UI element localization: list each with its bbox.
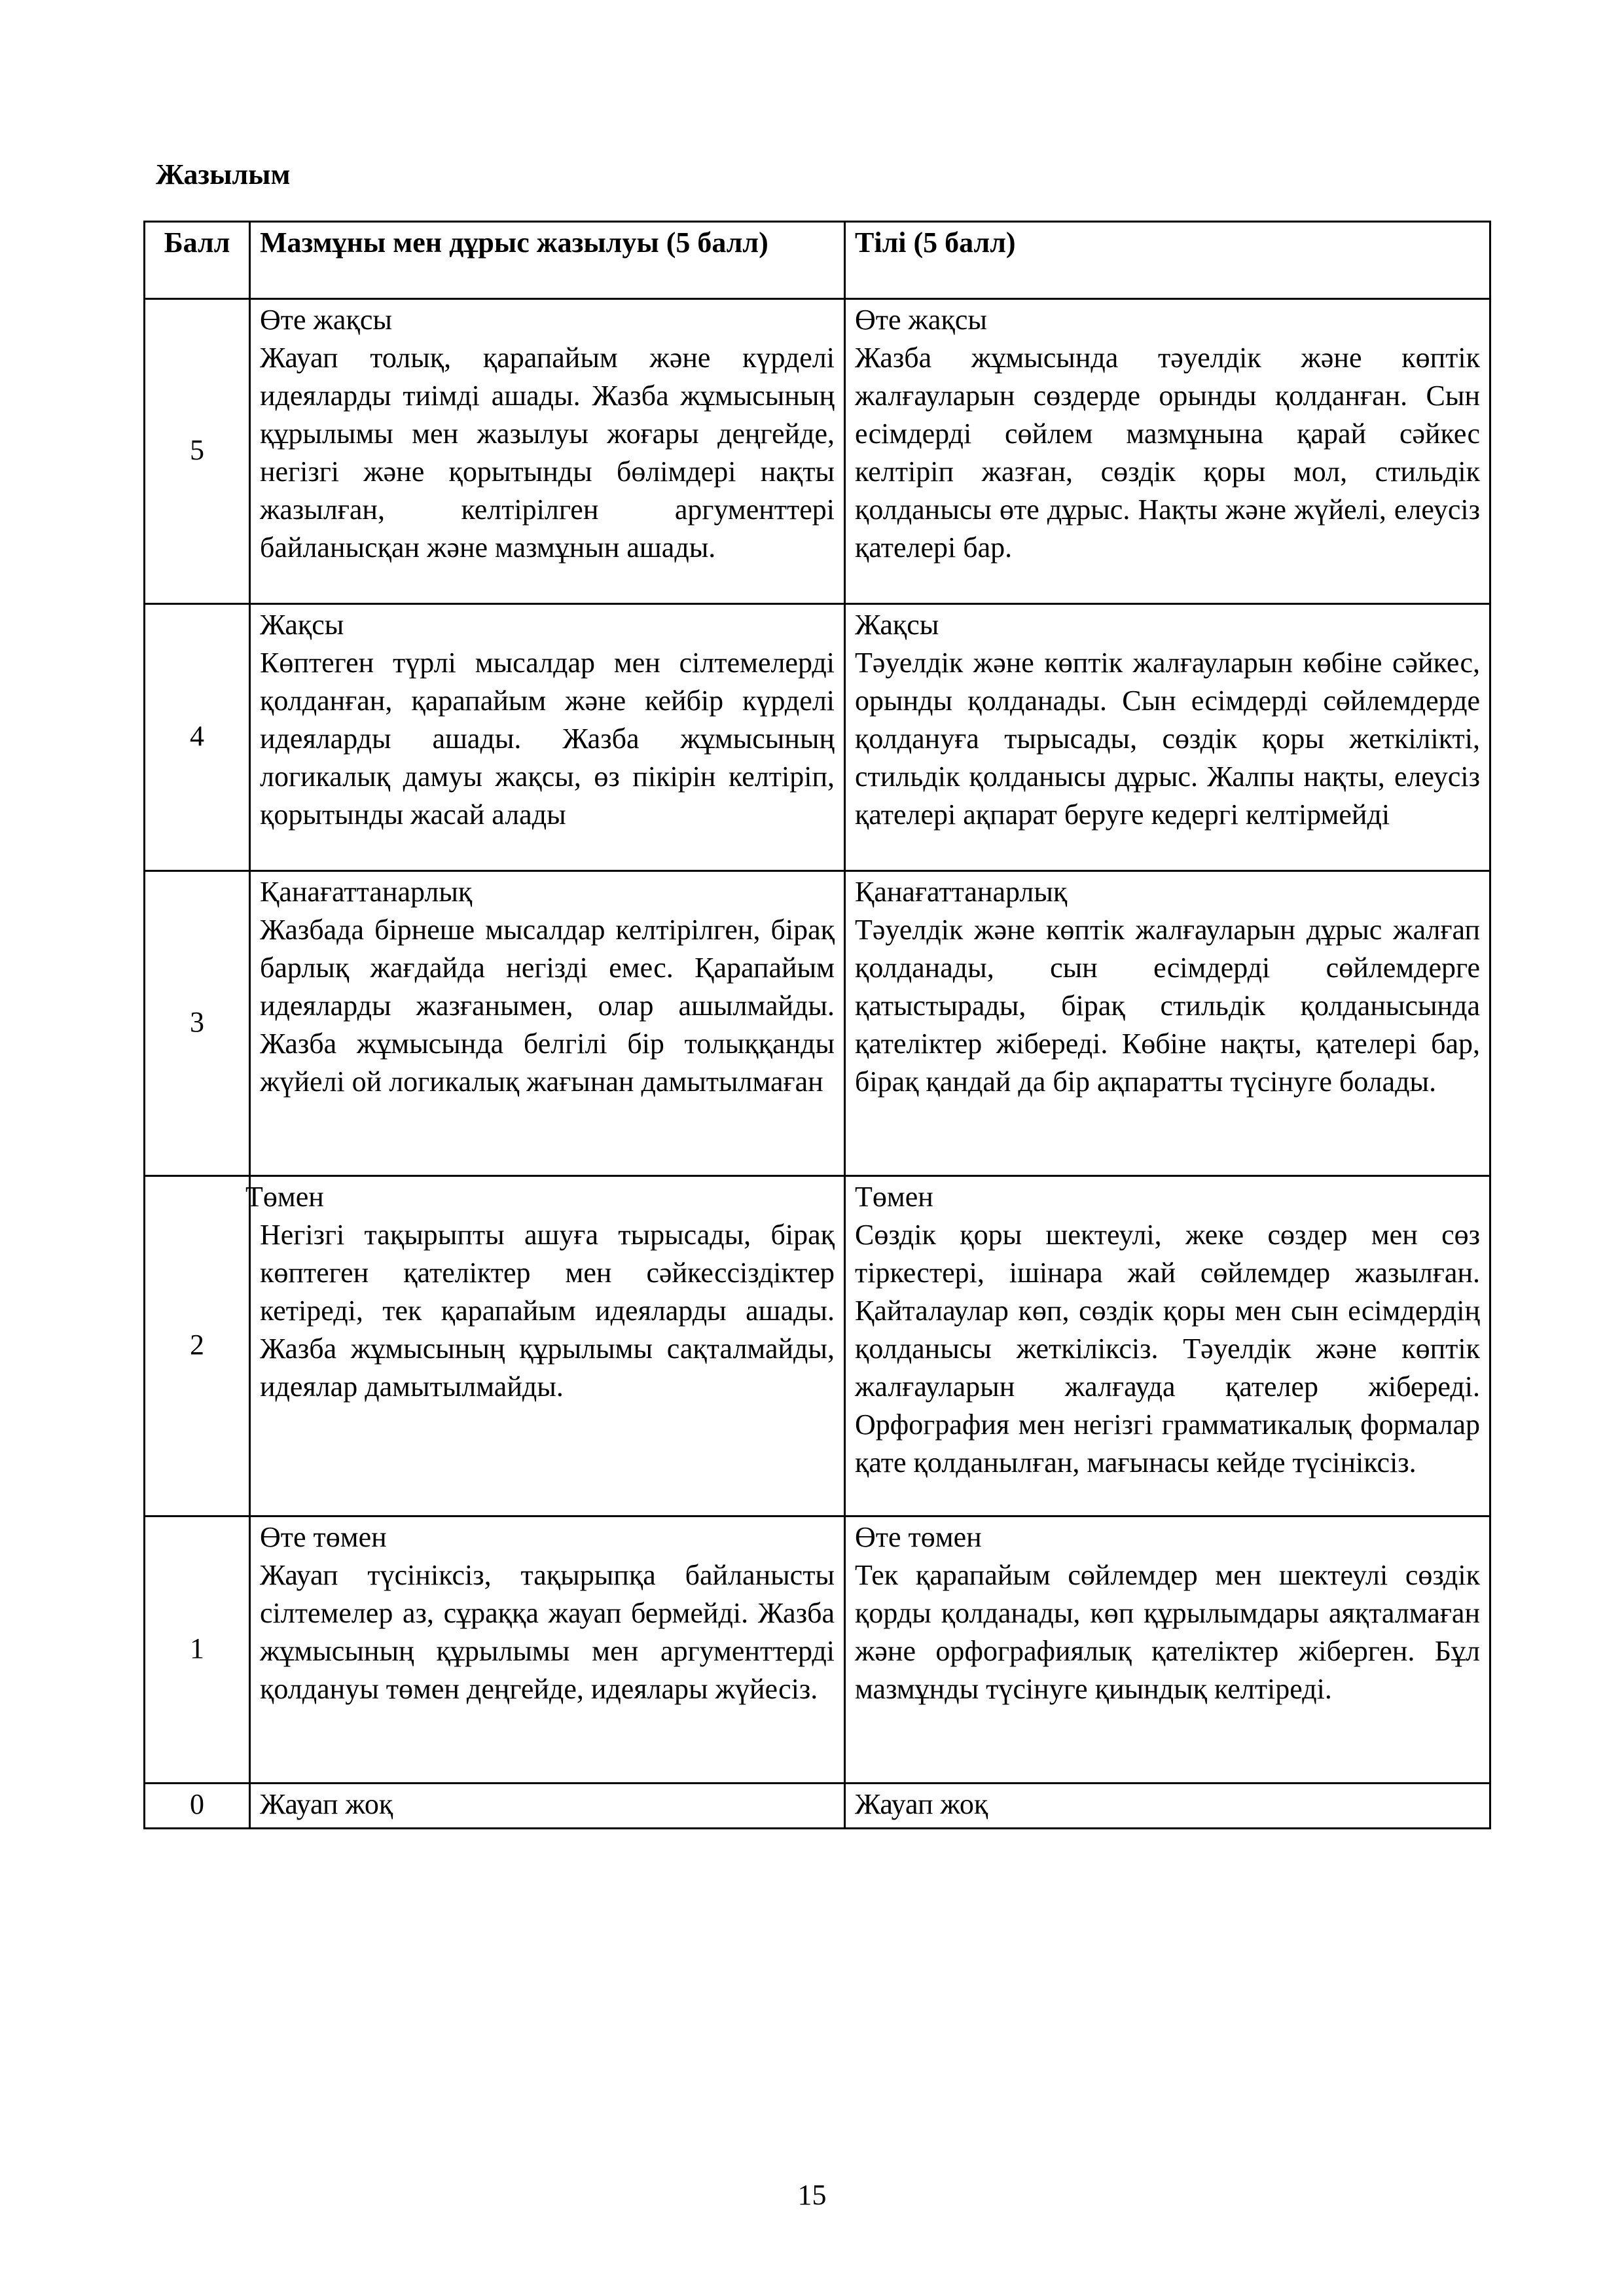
language-level: Өте төмен [855, 1521, 982, 1553]
header-score: Балл [145, 222, 250, 299]
language-description: Жазба жұмысында тәуелдік және көптік жалғауларын сөздерде орынды қолданған. Сын есімдерді сөйлем мазмұнына қарай сәйкес келтіріп жазған, сөздік қоры мол, стильдік қолданысы өте дұрыс. Нақты және жүйелі, елеусіз қателері бар. [855, 342, 1480, 564]
language-level: Жауап жоқ [855, 1788, 988, 1820]
table-header-row [145, 222, 1490, 299]
content-level: Қанағаттанарлық [260, 876, 473, 908]
language-cell [845, 1516, 1490, 1784]
content-description: Негізгі тақырыпты ашуға тырысады, бірақ көптеген қателіктер мен сәйкессіздіктер кетіреді, тек қарапайым идеяларды ашады. Жазба жұмысының құрылымы сақталмайды, идеялар дамытылмайды. [260, 1219, 835, 1403]
content-level: Жақсы [260, 609, 344, 641]
content-cell [250, 1784, 845, 1829]
score-cell: 1 [145, 1516, 250, 1784]
content-level: Өте төмен [260, 1521, 387, 1553]
content-description: Көптеген түрлі мысалдар мен сілтемелерді қолданған, қарапайым және кейбір күрделі идеяларды ашады. Жазба жұмысының логикалық дамуы жақсы, өз пікірін келтіріп, қорытынды жасай алады [260, 647, 835, 831]
table-row [145, 1176, 1490, 1516]
content-cell [250, 1516, 845, 1784]
content-description: Жауап толық, қарапайым және күрделі идеяларды тиімді ашады. Жазба жұмысының құрылымы мен жазылуы жоғары деңгейде, негізгі және қорытынды бөлімдері нақты жазылған, келтірілген аргументтері байланысқан және мазмұнын ашады. [260, 342, 835, 564]
table-row [145, 299, 1490, 604]
table-row [145, 1516, 1490, 1784]
language-cell [845, 604, 1490, 871]
language-level: Төмен [855, 1181, 933, 1213]
header-content [250, 222, 845, 299]
content-description: Жазбада бірнеше мысалдар келтірілген, бірақ барлық жағдайда негізді емес. Қарапайым идеяларды жазғанымен, олар ашылмайды. Жазба жұмысында белгілі бір толыққанды жүйелі ой логикалық жағынан дамытылмаған [260, 914, 835, 1098]
language-cell [845, 1784, 1490, 1829]
content-cell [250, 604, 845, 871]
content-level: Төмен [245, 1181, 324, 1213]
content-description: Жауап түсініксіз, тақырыпқа байланысты сілтемелер аз, сұраққа жауап бермейді. Жазба жұмысының құрылымы мен аргументтерді қолдануы төмен деңгейде, идеялары жүйесіз. [260, 1559, 835, 1705]
language-description: Тәуелдік және көптік жалғауларын көбіне сәйкес, орынды қолданады. Сын есімдерді сөйлемдерде қолдануға тырысады, сөздік қоры жеткілікті, стильдік қолданысы дұрыс. Жалпы нақты, елеусіз қателері ақпарат беруге кедергі келтірмейді [855, 647, 1480, 831]
score-cell: 5 [145, 299, 250, 604]
table-row [145, 1784, 1490, 1829]
content-level: Жауап жоқ [260, 1788, 393, 1820]
content-cell [250, 299, 845, 604]
language-description: Сөздік қоры шектеулі, жеке сөздер мен сөз тіркестері, ішінара жай сөйлемдер жазылған. Қайталаулар көп, сөздік қоры мен сын есімдердің қолданысы жеткіліксіз. Тәуелдік және көптік жалғауларын жалғауда қателер жібереді. Орфография мен негізгі грамматикалық формалар қате қолданылған, мағынасы кейде түсініксіз. [855, 1219, 1480, 1479]
language-cell [845, 871, 1490, 1176]
page-number: 15 [797, 2179, 827, 2211]
score-cell: 2 [145, 1176, 250, 1516]
language-level: Өте жақсы [855, 304, 987, 336]
header-content-label: Мазмұны мен дұрыс жазылуы (5 балл) [260, 226, 768, 259]
language-cell [845, 299, 1490, 604]
table-row [145, 871, 1490, 1176]
section-title: Жазылым [156, 158, 291, 190]
language-description: Тек қарапайым сөйлемдер мен шектеулі сөздік қорды қолданады, көп құрылымдары аяқталмаған және орфографиялық қателіктер жіберген. Бұл мазмұнды түсінуге қиындық келтіреді. [855, 1559, 1480, 1705]
score-cell: 3 [145, 871, 250, 1176]
language-level: Жақсы [855, 609, 939, 641]
table-row [145, 604, 1490, 871]
language-cell [845, 1176, 1490, 1516]
content-cell [250, 871, 845, 1176]
header-language: Тілі (5 балл) [845, 222, 1490, 299]
language-level: Қанағаттанарлық [855, 876, 1068, 908]
score-cell: 0 [145, 1784, 250, 1829]
content-level: Өте жақсы [260, 304, 392, 336]
score-cell: 4 [145, 604, 250, 871]
writing-rubric-table [143, 221, 1491, 1829]
language-description: Тәуелдік және көптік жалғауларын дұрыс жалғап қолданады, сын есімдерді сөйлемдерге қатыстырады, бірақ стильдік қолданысында қателіктер жібереді. Көбіне нақты, қателері бар, бірақ қандай да бір ақпаратты түсінуге болады. [855, 914, 1480, 1098]
content-cell [245, 1176, 845, 1516]
